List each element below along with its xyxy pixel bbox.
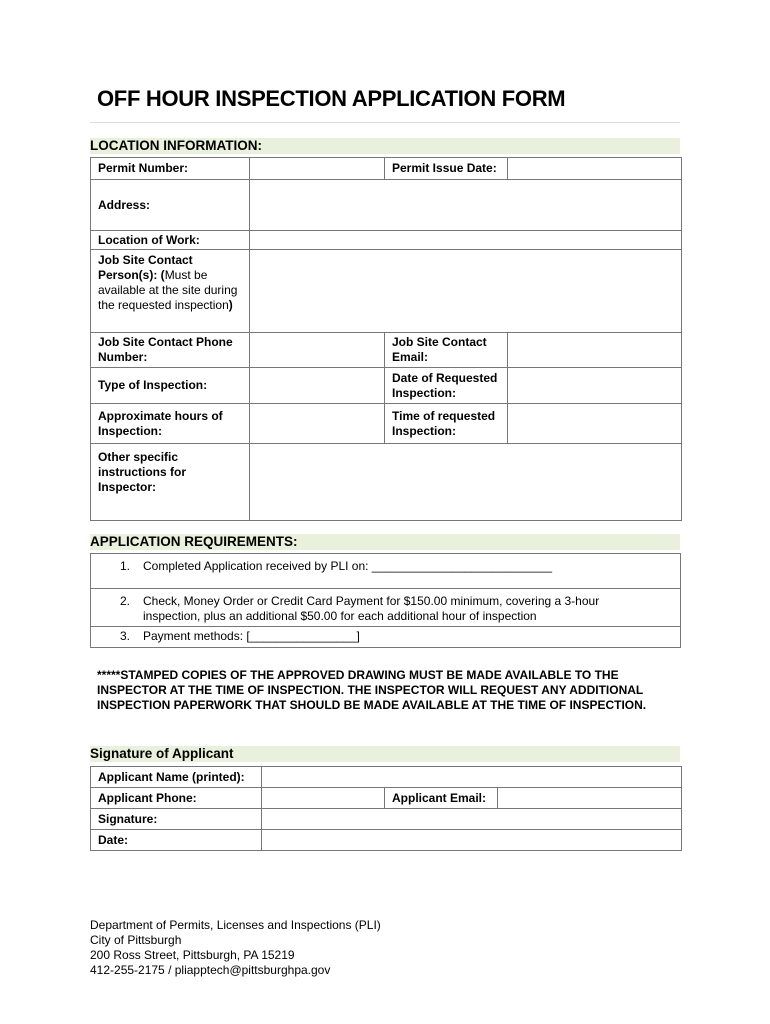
type-of-inspection-field[interactable] xyxy=(250,368,385,404)
type-of-inspection-label: Type of Inspection: xyxy=(91,368,250,404)
date-field[interactable] xyxy=(262,830,682,851)
title-divider xyxy=(90,122,680,123)
contact-person-field[interactable] xyxy=(250,250,682,333)
contact-person-label xyxy=(91,250,250,333)
permit-issue-date-field[interactable] xyxy=(508,158,682,180)
footer-department: Department of Permits, Licenses and Inspections (PLI) xyxy=(90,918,381,932)
applicant-phone-label: Applicant Phone: xyxy=(91,788,262,809)
permit-issue-date-label: Permit Issue Date: xyxy=(385,158,508,180)
address-field[interactable] xyxy=(250,180,682,231)
requirement-1-text: Completed Application received by PLI on: ___________________________ xyxy=(143,559,552,573)
contact-person-close: ) xyxy=(228,298,233,312)
form-title: OFF HOUR INSPECTION APPLICATION FORM xyxy=(97,86,566,111)
footer-contact xyxy=(90,918,381,978)
contact-email-label: Job Site Contact Email: xyxy=(385,333,508,368)
requirement-divider xyxy=(91,626,680,627)
date-requested-field[interactable] xyxy=(508,368,682,404)
signature-field[interactable] xyxy=(262,809,682,830)
applicant-name-field[interactable] xyxy=(262,767,682,788)
requirements-box xyxy=(90,553,681,648)
permit-number-field[interactable] xyxy=(250,158,385,180)
applicant-phone-field[interactable] xyxy=(262,788,385,809)
date-label: Date: xyxy=(91,830,262,851)
requirement-divider xyxy=(91,588,680,589)
footer-address: 200 Ross Street, Pittsburgh, PA 15219 xyxy=(90,948,295,962)
time-requested-label: Time of requested Inspection: xyxy=(385,404,508,444)
signature-table xyxy=(90,766,682,851)
signature-label: Signature: xyxy=(91,809,262,830)
requirement-2-text-cont: inspection, plus an additional $50.00 for each additional hour of inspection xyxy=(143,609,537,623)
date-requested-label: Date of Requested Inspection: xyxy=(385,368,508,404)
signature-section-heading: Signature of Applicant xyxy=(90,746,680,762)
requirements-section-heading: APPLICATION REQUIREMENTS: xyxy=(90,534,680,550)
applicant-email-field[interactable] xyxy=(498,788,682,809)
contact-person-note: Must be available at the site during the requested inspection xyxy=(98,268,238,312)
location-table xyxy=(90,157,682,521)
location-of-work-field[interactable] xyxy=(250,231,682,250)
time-requested-field[interactable] xyxy=(508,404,682,444)
footer-city: City of Pittsburgh xyxy=(90,933,182,947)
address-label: Address: xyxy=(91,180,250,231)
other-instructions-field[interactable] xyxy=(250,444,682,521)
location-section-heading: LOCATION INFORMATION: xyxy=(90,138,680,154)
requirement-2-number: 2. xyxy=(120,594,131,608)
footer-phone-email: 412-255-2175 / pliapptech@pittsburghpa.gov xyxy=(90,963,331,977)
applicant-email-label: Applicant Email: xyxy=(385,788,498,809)
approx-hours-field[interactable] xyxy=(250,404,385,444)
requirement-2-text: Check, Money Order or Credit Card Payment for $150.00 minimum, covering a 3-hour xyxy=(143,594,600,608)
contact-person-bold-text: Job Site Contact Person(s): ( xyxy=(98,253,193,282)
requirement-1-number: 1. xyxy=(120,559,131,573)
location-of-work-label: Location of Work: xyxy=(91,231,250,250)
requirement-3-number: 3. xyxy=(120,629,131,643)
requirement-3-text: Payment methods: [________________] xyxy=(143,629,360,643)
stamped-copies-notice: *****STAMPED COPIES OF THE APPROVED DRAWING MUST BE MADE AVAILABLE TO THE INSPECTOR AT THE TIME OF INSPECTION. THE INSPECTOR WILL REQUEST ANY ADDITIONAL INSPECTION PAPERWORK THAT SHOULD BE MADE AVAILABLE AT THE TIME OF INSPECTION. xyxy=(97,668,647,712)
contact-email-field[interactable] xyxy=(508,333,682,368)
approx-hours-label: Approximate hours of Inspection: xyxy=(91,404,250,444)
contact-phone-label: Job Site Contact Phone Number: xyxy=(91,333,250,368)
applicant-name-label: Applicant Name (printed): xyxy=(91,767,262,788)
other-instructions-label: Other specific instructions for Inspector: xyxy=(91,444,250,521)
contact-phone-field[interactable] xyxy=(250,333,385,368)
permit-number-label: Permit Number: xyxy=(91,158,250,180)
